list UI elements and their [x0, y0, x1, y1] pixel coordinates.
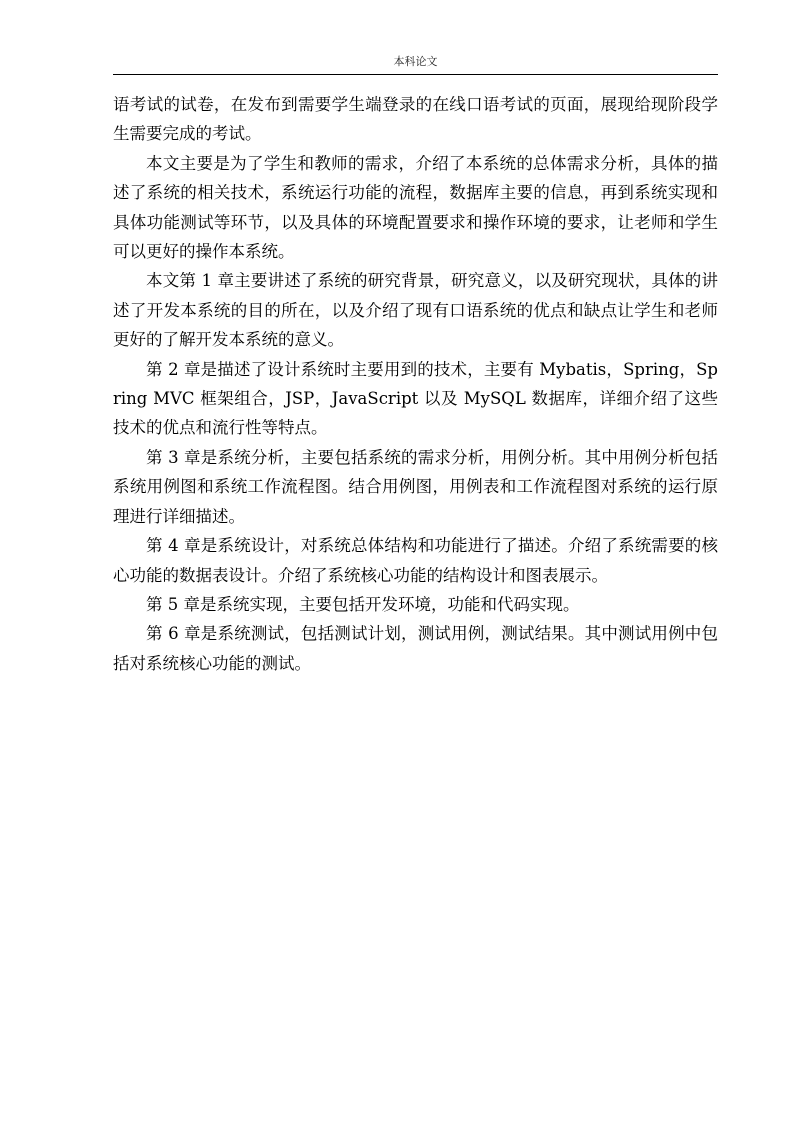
paragraph: 第 2 章是描述了设计系统时主要用到的技术，主要有 Mybatis，Spring，Spring MVC 框架组合，JSP，JavaScript 以及 MySQL 数据库，详细介绍了这些技术的优点和流行性等特点。: [113, 359, 718, 438]
paragraph: 本文第 1 章主要讲述了系统的研究背景，研究意义，以及研究现状，具体的讲述了开发本系统的目的所在，以及介绍了现有口语系统的优点和缺点让学生和老师更好的了解开发本系统的意义。: [113, 271, 718, 350]
paragraph: 第 4 章是系统设计，对系统总体结构和功能进行了描述。介绍了系统需要的核心功能的数据表设计。介绍了系统核心功能的结构设计和图表展示。: [113, 536, 718, 585]
paragraph: 第 3 章是系统分析，主要包括系统的需求分析，用例分析。其中用例分析包括系统用例图和系统工作流程图。结合用例图，用例表和工作流程图对系统的运行原理进行详细描述。: [113, 447, 718, 526]
header-title: 本科论文: [393, 55, 438, 68]
body-text: [113, 90, 718, 678]
paragraph: 第 6 章是系统测试，包括测试计划，测试用例，测试结果。其中测试用例中包括对系统核心功能的测试。: [113, 624, 718, 673]
paragraph: 语考试的试卷，在发布到需要学生端登录的在线口语考试的页面，展现给现阶段学生需要完成的考试。: [113, 95, 718, 144]
paragraph: 本文主要是为了学生和教师的需求，介绍了本系统的总体需求分析，具体的描述了系统的相关技术，系统运行功能的流程，数据库主要的信息，再到系统实现和具体功能测试等环节，以及具体的环境配置要求和操作环境的要求，让老师和学生可以更好的操作本系统。: [113, 153, 718, 262]
paragraph: 第 5 章是系统实现，主要包括开发环境，功能和代码实现。: [146, 594, 580, 614]
page-header: [113, 55, 718, 75]
header-divider: [113, 74, 718, 75]
